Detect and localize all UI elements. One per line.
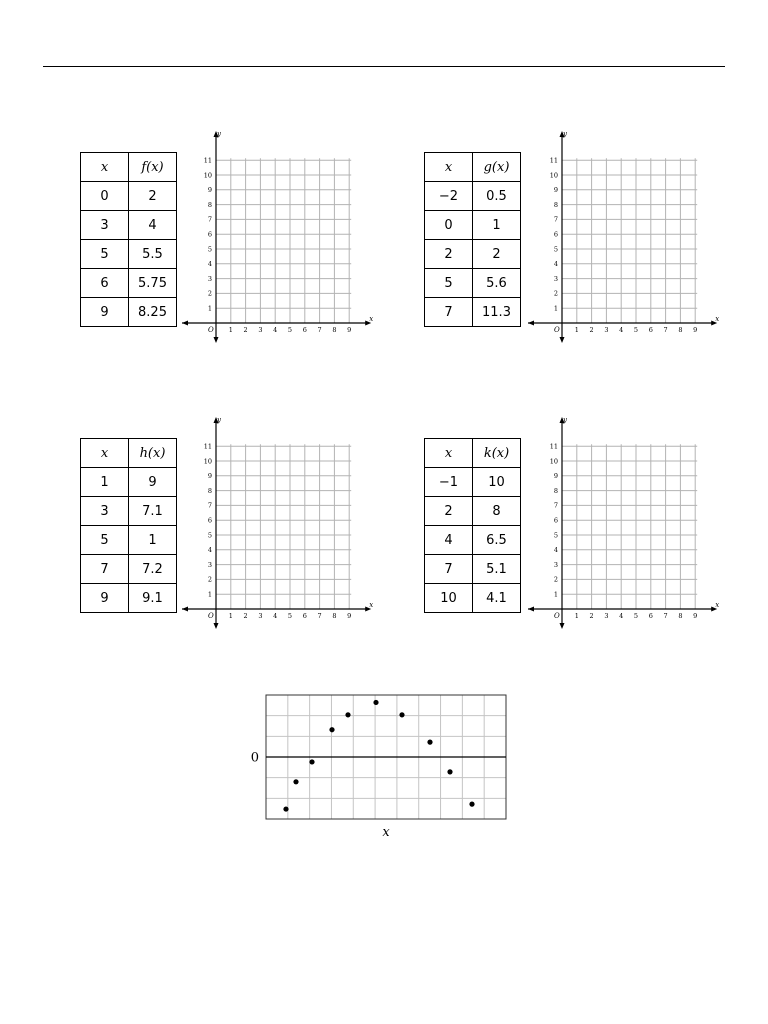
cell: 9 (81, 298, 129, 327)
y-axis-label: y (563, 416, 567, 424)
data-point (283, 806, 288, 811)
data-point (309, 759, 314, 764)
x-tick-label: 7 (317, 612, 322, 620)
cell: 8 (473, 497, 521, 526)
x-axis-label: x (715, 315, 720, 323)
x-tick-label: 6 (302, 612, 307, 620)
y-tick-label: 6 (553, 516, 558, 525)
x-tick-label: 4 (619, 326, 624, 334)
y-tick-label: 2 (207, 575, 212, 584)
y-tick-label: 3 (207, 560, 212, 569)
y-tick-label: 8 (207, 486, 212, 495)
x-tick-label: 2 (243, 326, 248, 334)
header-x: x (81, 439, 129, 468)
y-tick-label: 7 (207, 215, 212, 224)
y-tick-label: 10 (549, 171, 558, 180)
y-tick-label: 0 (250, 750, 259, 766)
y-arrow-down-icon (214, 623, 219, 629)
y-tick-label: 9 (207, 472, 212, 481)
cell: −1 (425, 468, 473, 497)
header-rule (43, 66, 725, 67)
cell: 3 (81, 211, 129, 240)
x-arrow-left-icon (528, 321, 534, 326)
y-tick-label: 9 (553, 472, 558, 481)
y-tick-label: 7 (553, 501, 558, 510)
cell: 5 (81, 240, 129, 269)
y-tick-label: 11 (203, 156, 212, 165)
x-tick-label: 3 (258, 326, 263, 334)
x-tick-label: 2 (589, 612, 594, 620)
x-tick-label: 7 (317, 326, 322, 334)
y-tick-label: 1 (553, 304, 558, 313)
x-tick-label: 1 (574, 326, 579, 334)
cell: 5.6 (473, 269, 521, 298)
cell: −2 (425, 182, 473, 211)
y-tick-label: 9 (553, 186, 558, 195)
cell: 5.75 (129, 269, 177, 298)
y-tick-label: 10 (203, 457, 212, 466)
header-x: x (425, 439, 473, 468)
y-tick-label: 7 (553, 215, 558, 224)
y-tick-label: 6 (207, 230, 212, 239)
cell: 5.1 (473, 555, 521, 584)
y-tick-label: 4 (553, 546, 558, 555)
cell: 7.1 (129, 497, 177, 526)
cell: 2 (425, 497, 473, 526)
y-tick-label: 9 (207, 186, 212, 195)
x-axis-label: x (369, 601, 374, 609)
cell: 1 (81, 468, 129, 497)
blank-grid-1 (180, 130, 375, 342)
x-tick-label: 9 (347, 612, 352, 620)
header-k: k(x) (473, 439, 521, 468)
cell: 0 (81, 182, 129, 211)
blank-grid-4 (526, 416, 721, 628)
y-tick-label: 8 (207, 200, 212, 209)
y-axis-label: y (563, 130, 567, 138)
cell: 1 (129, 526, 177, 555)
y-tick-label: 5 (553, 531, 558, 540)
cell: 10 (473, 468, 521, 497)
x-tick-label: 5 (287, 326, 293, 334)
cell: 6 (81, 269, 129, 298)
cell: 10 (425, 584, 473, 613)
y-tick-label: 5 (207, 531, 212, 540)
y-tick-label: 4 (207, 546, 212, 555)
table-f (80, 152, 177, 327)
table-g (424, 152, 521, 327)
y-axis-label: y (217, 130, 221, 138)
y-tick-label: 1 (553, 590, 558, 599)
cell: 4 (129, 211, 177, 240)
x-tick-label: 6 (648, 612, 653, 620)
scatter-plot (248, 688, 516, 840)
x-tick-label: 6 (302, 326, 307, 334)
y-tick-label: 10 (549, 457, 558, 466)
cell: 9 (81, 584, 129, 613)
header-h: h(x) (129, 439, 177, 468)
origin-label: O (554, 612, 560, 620)
cell: 11.3 (473, 298, 521, 327)
x-arrow-left-icon (182, 321, 188, 326)
x-tick-label: 3 (604, 612, 609, 620)
x-arrow-left-icon (528, 607, 534, 612)
y-arrow-down-icon (560, 623, 565, 629)
y-tick-label: 5 (553, 245, 558, 254)
table-h (80, 438, 177, 613)
y-tick-label: 1 (207, 590, 212, 599)
x-tick-label: 8 (678, 326, 683, 334)
y-tick-label: 1 (207, 304, 212, 313)
x-tick-label: 3 (604, 326, 609, 334)
x-tick-label: 7 (663, 326, 668, 334)
header-f: f(x) (129, 153, 177, 182)
blank-grid-2 (526, 130, 721, 342)
x-arrow-left-icon (182, 607, 188, 612)
table-k (424, 438, 521, 613)
cell: 5 (425, 269, 473, 298)
cell: 0 (425, 211, 473, 240)
cell: 5.5 (129, 240, 177, 269)
y-tick-label: 4 (553, 260, 558, 269)
x-tick-label: 8 (332, 326, 337, 334)
y-tick-label: 2 (207, 289, 212, 298)
y-tick-label: 3 (553, 274, 558, 283)
data-point (399, 712, 404, 717)
y-axis-label: y (217, 416, 221, 424)
header-g: g(x) (473, 153, 521, 182)
y-tick-label: 11 (549, 156, 558, 165)
cell: 7.2 (129, 555, 177, 584)
x-tick-label: 9 (693, 326, 698, 334)
origin-label: O (208, 326, 214, 334)
y-tick-label: 11 (549, 442, 558, 451)
y-tick-label: 2 (553, 575, 558, 584)
x-tick-label: 1 (228, 326, 233, 334)
x-tick-label: 4 (619, 612, 624, 620)
cell: 4 (425, 526, 473, 555)
y-tick-label: 2 (553, 289, 558, 298)
y-tick-label: 5 (207, 245, 212, 254)
cell: 0.5 (473, 182, 521, 211)
y-tick-label: 7 (207, 501, 212, 510)
x-tick-label: 6 (648, 326, 653, 334)
x-tick-label: 1 (228, 612, 233, 620)
cell: 2 (425, 240, 473, 269)
y-tick-label: 4 (207, 260, 212, 269)
cell: 2 (129, 182, 177, 211)
cell: 4.1 (473, 584, 521, 613)
x-axis-label: x (715, 601, 720, 609)
cell: 7 (81, 555, 129, 584)
x-tick-label: 9 (693, 612, 698, 620)
x-tick-label: 5 (633, 326, 639, 334)
cell: 9 (129, 468, 177, 497)
y-tick-label: 8 (553, 486, 558, 495)
y-tick-label: 8 (553, 200, 558, 209)
cell: 8.25 (129, 298, 177, 327)
cell: 7 (425, 555, 473, 584)
x-tick-label: 7 (663, 612, 668, 620)
y-arrow-down-icon (560, 337, 565, 343)
header-x: x (425, 153, 473, 182)
data-point (293, 779, 298, 784)
x-tick-label: 4 (273, 326, 278, 334)
cell: 2 (473, 240, 521, 269)
x-tick-label: 5 (633, 612, 639, 620)
x-tick-label: 8 (678, 612, 683, 620)
header-x: x (81, 153, 129, 182)
y-tick-label: 10 (203, 171, 212, 180)
x-tick-label: 3 (258, 612, 263, 620)
origin-label: O (208, 612, 214, 620)
cell: 6.5 (473, 526, 521, 555)
data-point (329, 727, 334, 732)
y-tick-label: 11 (203, 442, 212, 451)
x-tick-label: 2 (243, 612, 248, 620)
x-tick-label: 1 (574, 612, 579, 620)
y-tick-label: 6 (553, 230, 558, 239)
cell: 7 (425, 298, 473, 327)
y-tick-label: 3 (207, 274, 212, 283)
x-tick-label: 8 (332, 612, 337, 620)
data-point (427, 740, 432, 745)
x-tick-label: 4 (273, 612, 278, 620)
x-axis-label: x (369, 315, 374, 323)
y-tick-label: 6 (207, 516, 212, 525)
data-point (469, 802, 474, 807)
cell: 3 (81, 497, 129, 526)
data-point (345, 712, 350, 717)
cell: 5 (81, 526, 129, 555)
x-tick-label: 5 (287, 612, 293, 620)
x-tick-label: 2 (589, 326, 594, 334)
data-point (447, 769, 452, 774)
origin-label: O (554, 326, 560, 334)
cell: 1 (473, 211, 521, 240)
data-point (373, 700, 378, 705)
y-arrow-down-icon (214, 337, 219, 343)
cell: 9.1 (129, 584, 177, 613)
blank-grid-3 (180, 416, 375, 628)
x-axis-label: x (382, 825, 390, 840)
x-tick-label: 9 (347, 326, 352, 334)
y-tick-label: 3 (553, 560, 558, 569)
